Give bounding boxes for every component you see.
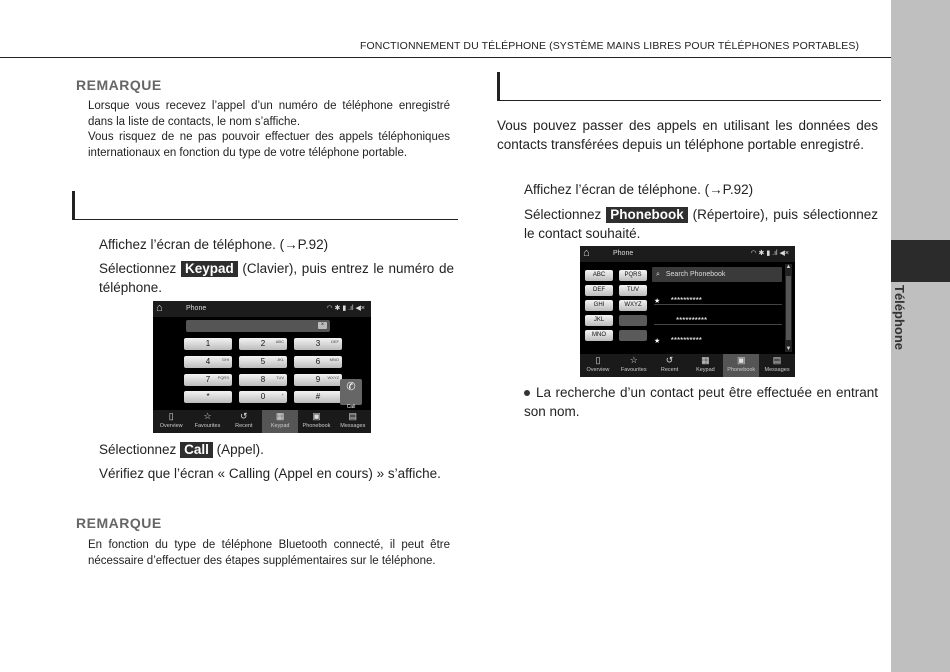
scroll-down-icon[interactable]: ▼ (785, 346, 792, 352)
header-rule (0, 57, 891, 58)
contact-row[interactable]: ★ ********** (654, 290, 782, 305)
phone-icon: ✆ (346, 381, 356, 393)
step-r2: Sélectionnez Phonebook (Répertoire), puis sélectionnez le contact souhaité. (524, 207, 878, 241)
phonebook-icon: ▣ (312, 411, 321, 421)
screen-title: Phone (186, 305, 207, 312)
overview-icon: ▯ (168, 411, 174, 421)
alphabet-key[interactable] (619, 315, 647, 326)
recent-icon: ↺ (665, 355, 674, 365)
nav-tab-favourites[interactable]: ☆ Favourites (189, 410, 225, 433)
favourite-star-icon: ★ (654, 338, 661, 345)
remark-text-1: Lorsque vous recevez l’appel d’un numéro de téléphone enregistré dans la liste de contacts, le nom s’affiche. (88, 100, 450, 128)
contact-row[interactable]: ********** (654, 310, 782, 325)
nav-tab-favourites[interactable]: ☆ Favourites (616, 354, 652, 377)
nav-tab-keypad[interactable]: ▦ Keypad (687, 354, 723, 377)
alphabet-key[interactable] (619, 330, 647, 341)
search-phonebook-input[interactable]: ⌕ Search Phonebook (652, 267, 782, 282)
nav-tab-messages[interactable]: ▤ Messages (759, 354, 795, 377)
status-icons: ◠ ✱ ▮ .ıl ◀× (750, 250, 789, 257)
search-icon: ⌕ (656, 271, 660, 278)
keypad-key[interactable]: 3 DEF (294, 338, 342, 350)
recent-icon: ↺ (240, 411, 248, 421)
keypad-key[interactable]: 0 + (239, 391, 287, 403)
home-icon[interactable]: ⌂ (156, 302, 163, 314)
keypad-key[interactable]: 6 MNO (294, 356, 342, 368)
keypad-key[interactable]: 9 WXYZ (294, 374, 342, 386)
nav-tab-recent[interactable]: ↺ Recent (226, 410, 262, 433)
home-icon[interactable]: ⌂ (583, 247, 590, 259)
favourites-icon: ☆ (629, 355, 638, 365)
remark-title-2: REMARQUE (76, 515, 162, 531)
nav-tab-overview[interactable]: ▯ Overview (580, 354, 616, 377)
alphabet-key[interactable]: PQRS (619, 270, 647, 281)
bullet-note: La recherche d’un contact peut être effectuée en entrant son nom. (524, 385, 878, 419)
scrollbar[interactable] (785, 264, 792, 352)
bottom-nav (153, 410, 371, 433)
overview-icon: ▯ (595, 355, 601, 365)
section-heading-bar-2 (497, 72, 881, 101)
bottom-nav (580, 354, 795, 377)
phonebook-icon: ▣ (736, 355, 746, 365)
messages-icon: ▤ (348, 411, 358, 421)
page-header: FONCTIONNEMENT DU TÉLÉPHONE (SYSTÈME MAINS LIBRES POUR TÉLÉPHONES PORTABLES) (360, 40, 860, 52)
contact-row[interactable]: ★ ********** (654, 336, 702, 345)
keypad-screenshot (153, 301, 371, 433)
call-button-label: Call (180, 442, 213, 458)
step-4: Vérifiez que l’écran « Calling (Appel en cours) » s’affiche. (99, 466, 441, 481)
remark-title: REMARQUE (76, 77, 162, 93)
side-tab-marker (891, 240, 950, 282)
nav-tab-phonebook[interactable]: ▣ Phonebook (723, 354, 759, 377)
alphabet-key[interactable]: WXYZ (619, 300, 647, 311)
phonebook-button-label: Phonebook (606, 207, 688, 223)
keypad-key[interactable]: * (184, 391, 232, 403)
side-tab-label: Téléphone (892, 285, 907, 351)
favourite-star-icon: ★ (654, 298, 661, 305)
nav-tab-keypad[interactable]: ▦ Keypad (262, 410, 298, 433)
keypad-key[interactable]: 4 GHI (184, 356, 232, 368)
step-3: Sélectionnez Call (Appel). (99, 442, 264, 457)
nav-tab-messages[interactable]: ▤ Messages (335, 410, 371, 433)
keypad-icon: ▦ (701, 355, 710, 365)
step-2: Sélectionnez Keypad (Clavier), puis entrez le numéro de téléphone. (99, 261, 454, 295)
call-button[interactable]: ✆ Call (340, 379, 362, 405)
alphabet-key[interactable]: MNO (585, 330, 613, 341)
favourites-icon: ☆ (203, 411, 212, 421)
alphabet-key[interactable]: TUV (619, 285, 647, 296)
nav-tab-phonebook[interactable]: ▣ Phonebook (298, 410, 334, 433)
phonebook-screenshot (580, 246, 795, 377)
status-bar (580, 246, 795, 262)
alphabet-key[interactable]: JKL (585, 315, 613, 326)
intro-paragraph: Vous pouvez passer des appels en utilisant les données des contacts transférées depuis un téléphone portable enregistré. (497, 118, 878, 152)
nav-tab-overview[interactable]: ▯ Overview (153, 410, 189, 433)
section-heading-bar (72, 191, 458, 220)
keypad-key[interactable]: # (294, 391, 342, 403)
keypad-key[interactable]: 1 (184, 338, 232, 350)
keypad-icon: ▦ (275, 411, 285, 421)
scroll-up-icon[interactable]: ▲ (785, 264, 792, 270)
messages-icon: ▤ (772, 355, 782, 365)
keypad-key[interactable]: 2 ABC (239, 338, 287, 350)
alphabet-key[interactable]: GHI (585, 300, 613, 311)
backspace-icon[interactable]: × (318, 322, 327, 329)
remark-text-3: En fonction du type de téléphone Bluetooth connecté, il peut être nécessaire d’effectuer des étapes supplémentaires sur le téléphone. (88, 539, 450, 567)
step-r1: Affichez l’écran de téléphone. (→P.92) (524, 182, 754, 197)
scroll-thumb[interactable] (786, 276, 791, 340)
status-bar (153, 301, 371, 317)
status-icons: ◠ ✱ ▮ .ıl ◀× (326, 305, 365, 312)
number-field[interactable] (186, 320, 330, 332)
step-1: Affichez l’écran de téléphone. (→P.92) (99, 237, 329, 252)
nav-tab-recent[interactable]: ↺ Recent (652, 354, 688, 377)
keypad-key[interactable]: 5 JKL (239, 356, 287, 368)
alphabet-key[interactable]: DEF (585, 285, 613, 296)
alphabet-key[interactable]: ABC (585, 270, 613, 281)
bullet-icon (524, 390, 530, 396)
remark-text-2: Vous risquez de ne pas pouvoir effectuer des appels téléphoniques internationaux en fonction du type de votre téléphone portable. (88, 131, 450, 159)
keypad-key[interactable]: 8 TUV (239, 374, 287, 386)
screen-title: Phone (613, 250, 634, 257)
keypad-key[interactable]: 7 PQRS (184, 374, 232, 386)
keypad-button-label: Keypad (181, 261, 238, 277)
